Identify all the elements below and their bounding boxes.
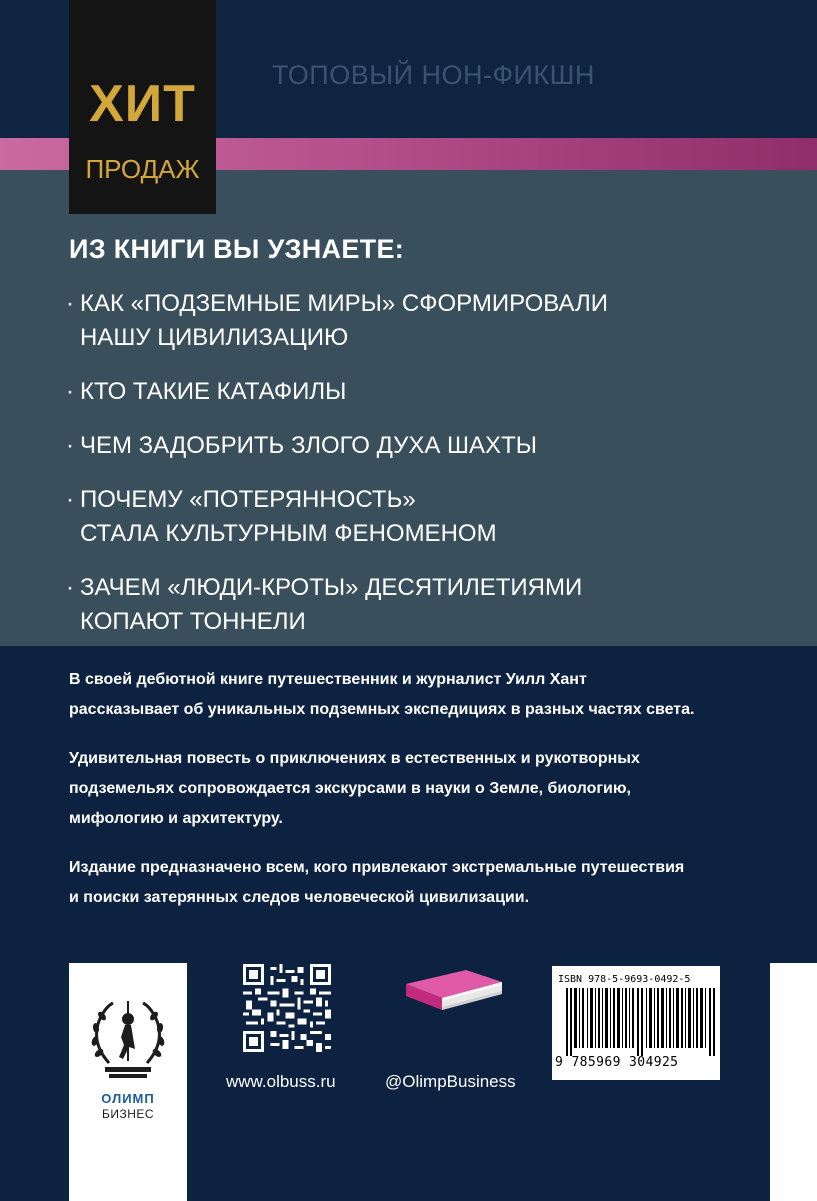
bullet-dot-icon: · — [66, 290, 74, 317]
description-paragraph — [69, 853, 769, 913]
bullet-item — [66, 429, 786, 463]
bullet-line: КОПАЮТ ТОННЕЛИ — [80, 608, 306, 635]
description-paragraph — [69, 744, 769, 834]
bullet-dot-icon: · — [66, 432, 74, 459]
website-link[interactable]: www.olbuss.ru — [226, 1072, 336, 1091]
bullet-item — [66, 287, 786, 355]
white-strip — [770, 963, 817, 1201]
description-line: Издание предназначено всем, кого привлекают экстремальные путешествия — [69, 859, 685, 876]
isbn-label: ISBN 978-5-9693-0492-5 — [558, 974, 691, 985]
bullet-item — [66, 375, 786, 409]
bullet-line: ПОЧЕМУ «ПОТЕРЯННОСТЬ» — [80, 486, 416, 513]
description-line: и поиски затерянных следов человеческой цивилизации. — [69, 889, 530, 906]
publisher-sub: БИЗНЕС — [101, 1107, 155, 1121]
ean-number: 9 785969 304925 — [555, 1055, 679, 1070]
badge-line1: ХИТ — [89, 75, 196, 133]
bullet-dot-icon: · — [66, 486, 74, 513]
publisher-logo — [69, 963, 187, 1201]
description-line: рассказывает об уникальных подземных экспедициях в разных частях света. — [69, 701, 695, 718]
bullet-line: ЧЕМ ЗАДОБРИТЬ ЗЛОГО ДУХА ШАХТЫ — [80, 432, 537, 459]
bullet-item — [66, 483, 786, 551]
bullet-dot-icon: · — [66, 574, 74, 601]
description-line: мифологию и архитектуру. — [69, 810, 283, 827]
barcode-icon — [566, 988, 716, 1056]
learn-heading: ИЗ КНИГИ ВЫ УЗНАЕТЕ: — [69, 234, 405, 264]
bullet-dot-icon: · — [66, 378, 74, 405]
badge-line2: ПРОДАЖ — [85, 154, 200, 184]
description-paragraph — [69, 665, 769, 725]
series-label: ТОПОВЫЙ НОН-ФИКШН — [272, 60, 595, 90]
social-handle[interactable]: @OlimpBusiness — [385, 1072, 516, 1091]
bestseller-badge — [69, 0, 216, 214]
bullet-item — [66, 571, 786, 639]
barcode-card — [552, 966, 720, 1080]
bullet-line: КАК «ПОДЗЕМНЫЕ МИРЫ» СФОРМИРОВАЛИ — [80, 290, 609, 317]
qr-code-icon — [243, 964, 331, 1052]
bullet-line: НАШУ ЦИВИЛИЗАЦИЮ — [80, 324, 349, 351]
bullet-line: СТАЛА КУЛЬТУРНЫМ ФЕНОМЕНОМ — [80, 520, 497, 547]
description-line: В своей дебютной книге путешественник и журналист Уилл Хант — [69, 671, 587, 688]
bullet-line: КТО ТАКИЕ КАТАФИЛЫ — [80, 378, 347, 405]
description-line: подземельях сопровождается экскурсами в науки о Земле, биологию, — [69, 780, 631, 797]
description — [69, 665, 769, 932]
description-line: Удивительная повесть о приключениях в естественных и рукотворных — [69, 750, 640, 767]
bullet-line: ЗАЧЕМ «ЛЮДИ-КРОТЫ» ДЕСЯТИЛЕТИЯМИ — [80, 574, 583, 601]
publisher-logo-icon — [69, 963, 187, 1091]
book-icon — [402, 964, 506, 1028]
bullet-list — [66, 287, 786, 659]
publisher-name: ОЛИМП — [101, 1091, 155, 1106]
